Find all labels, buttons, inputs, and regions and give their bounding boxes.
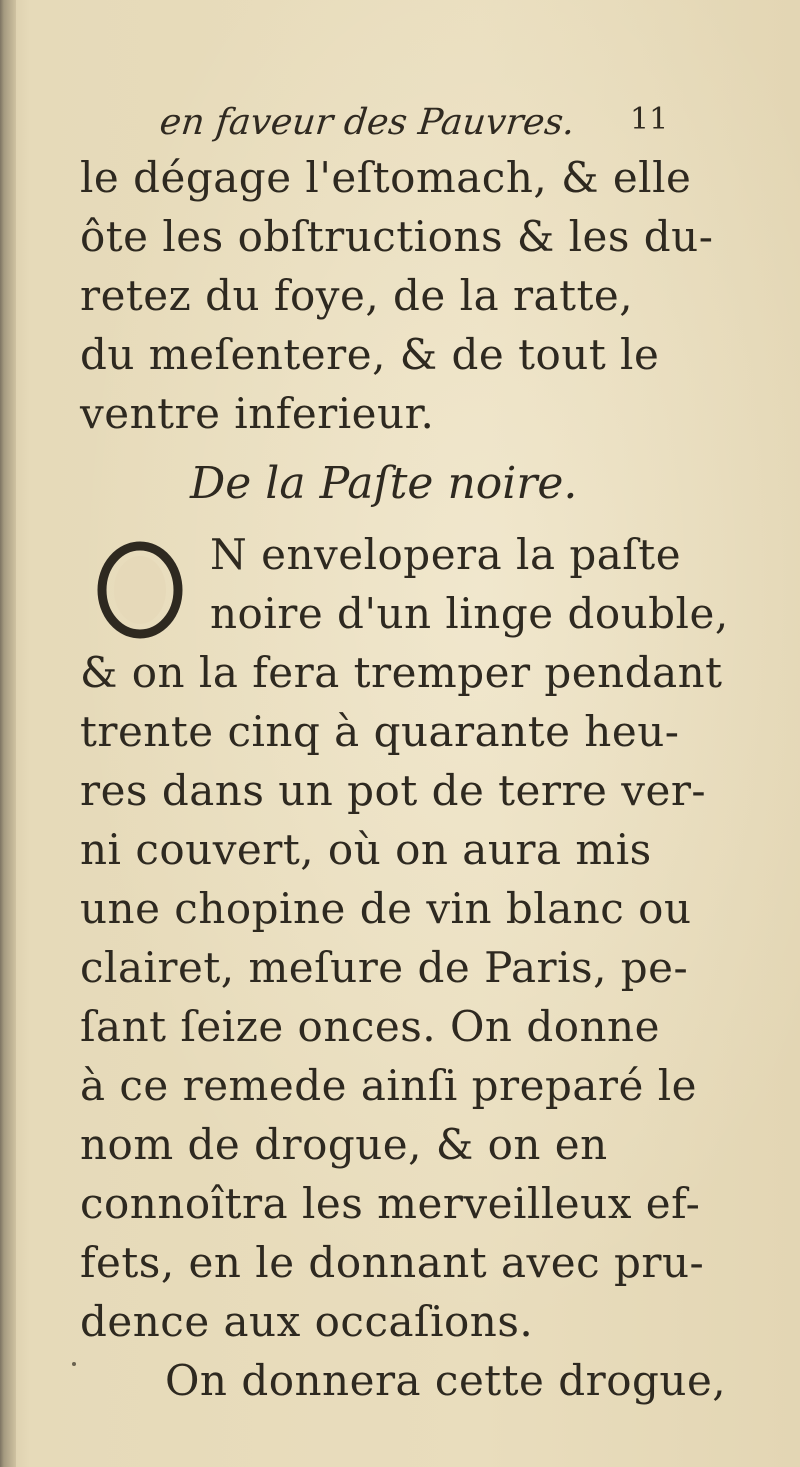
drop-cap-initial bbox=[90, 534, 190, 644]
text-line: nom de drogue, & on en bbox=[80, 1120, 608, 1169]
text-line: dence aux occaſions. bbox=[80, 1297, 534, 1346]
page-gutter-shadow bbox=[0, 0, 16, 1467]
text-line: fets, en le donnant avec pru- bbox=[80, 1238, 705, 1287]
text-line: ſant ſeize onces. On donne bbox=[80, 1002, 660, 1051]
text-line: ventre inferieur. bbox=[80, 389, 435, 438]
text-line: le dégage l'eſtomach, & elle bbox=[80, 153, 692, 202]
text-line: trente cinq à quarante heu- bbox=[80, 707, 680, 756]
drop-cap-o-glyph bbox=[90, 534, 190, 644]
page-number: 11 bbox=[630, 102, 669, 137]
text-line: noire d'un linge double, bbox=[210, 589, 729, 638]
text-line: clairet, meſure de Paris, pe- bbox=[80, 943, 689, 992]
text-line: On donnera cette drogue, bbox=[165, 1356, 727, 1405]
text-line: ôte les obſtructions & les du- bbox=[80, 212, 714, 261]
section-heading: De la Paſte noire. bbox=[190, 458, 578, 509]
text-line: N envelopera la paſte bbox=[210, 530, 682, 579]
text-line: ni couvert, où on aura mis bbox=[80, 825, 652, 874]
text-line: retez du foye, de la ratte, bbox=[80, 271, 634, 320]
ink-speck bbox=[72, 1362, 76, 1366]
text-line: connoîtra les merveilleux ef- bbox=[80, 1179, 701, 1228]
running-header bbox=[157, 102, 720, 150]
text-line: res dans un pot de terre ver- bbox=[80, 766, 707, 815]
text-line: à ce remede ainſi preparé le bbox=[80, 1061, 697, 1110]
text-line: une chopine de vin blanc ou bbox=[80, 884, 692, 933]
running-title: en faveur des Pauvres. bbox=[157, 102, 577, 143]
text-line: du meſentere, & de tout le bbox=[80, 330, 660, 379]
text-line: & on la fera tremper pendant bbox=[80, 648, 723, 697]
